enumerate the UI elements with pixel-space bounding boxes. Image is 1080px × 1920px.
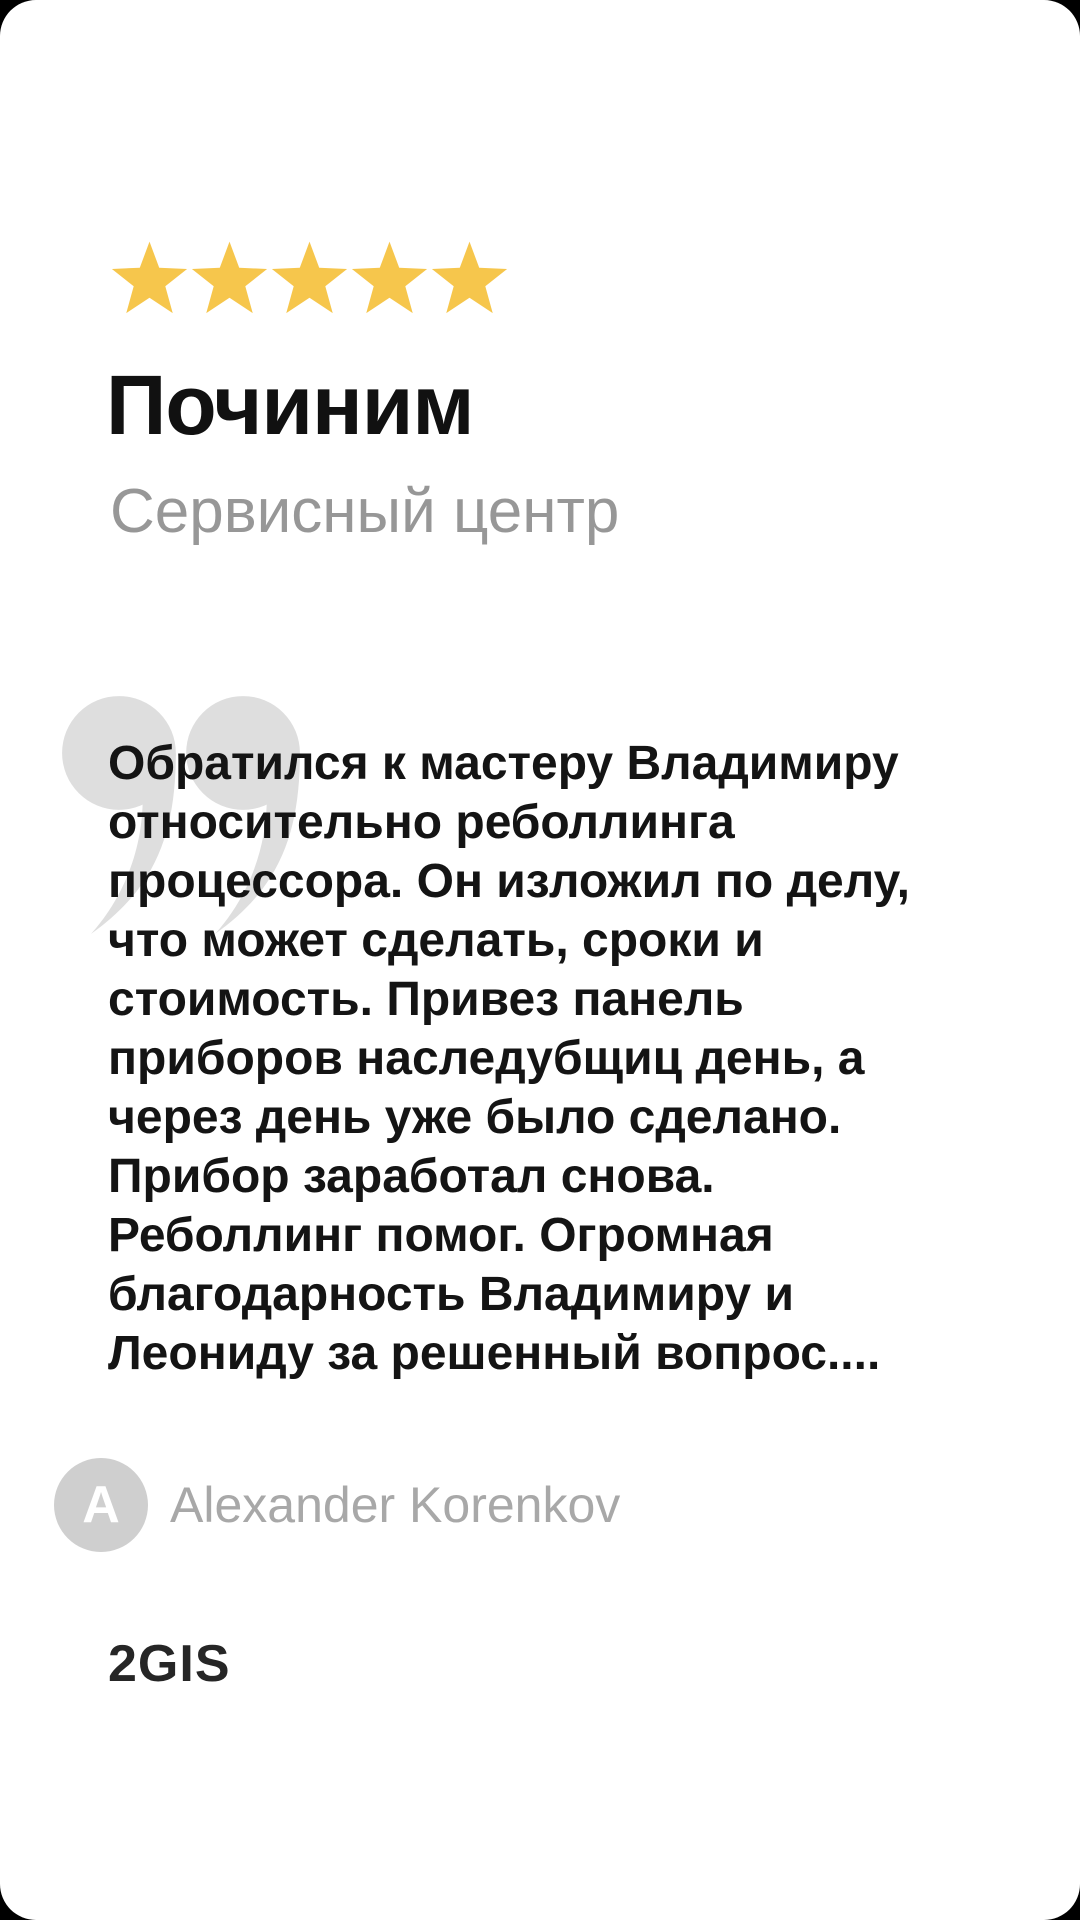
star-icon — [430, 241, 509, 315]
review-text-line: Реболлинг помог. Огромная — [108, 1209, 774, 1262]
logo-2gis: 2GIS — [108, 1635, 231, 1693]
review-text-line: Прибор заработал снова. — [108, 1150, 715, 1203]
avatar — [54, 1458, 148, 1552]
review-text-line: приборов наследубщиц день, а — [108, 1032, 865, 1085]
review-text — [108, 734, 1008, 1383]
review-text-line: что может сделать, сроки и — [108, 914, 764, 967]
star-icon — [270, 241, 349, 315]
review-text-line: процессора. Он изложил по делу, — [108, 855, 911, 908]
review-text-line: стоимость. Привез панель — [108, 973, 744, 1026]
author-row — [54, 1458, 620, 1552]
star-icon — [350, 241, 429, 315]
star-icon — [190, 241, 269, 315]
author-name: Alexander Korenkov — [170, 1477, 621, 1533]
star-rating — [110, 241, 509, 315]
avatar-initial: A — [82, 1476, 120, 1534]
business-category: Сервисный центр — [110, 477, 620, 546]
review-text-line: Леониду за решенный вопрос.... — [108, 1327, 881, 1380]
review-text-line: благодарность Владимиру и — [108, 1268, 794, 1321]
review-text-line: относительно реболлинга — [108, 796, 735, 849]
review-text-line: через день уже было сделано. — [108, 1091, 842, 1144]
business-name: Починим — [106, 358, 474, 452]
review-text-line: Обратился к мастеру Владимиру — [108, 737, 899, 790]
star-icon — [110, 241, 189, 315]
